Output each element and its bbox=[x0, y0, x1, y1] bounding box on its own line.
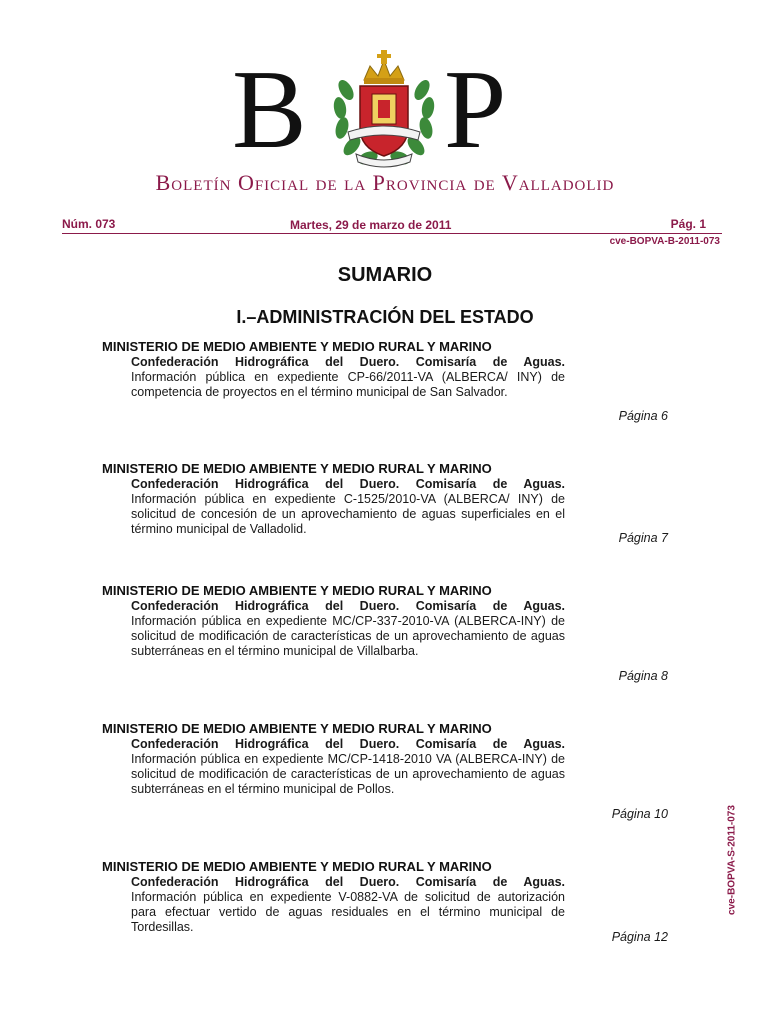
page-reference[interactable]: Página 10 bbox=[611, 807, 668, 821]
side-cve-code bbox=[722, 800, 742, 920]
valladolid-coat-of-arms-icon bbox=[328, 50, 440, 175]
ministry-heading: MINISTERIO DE MEDIO AMBIENTE Y MEDIO RURAL Y MARINO bbox=[102, 859, 492, 874]
cve-code: cve-BOPVA-B-2011-073 bbox=[609, 236, 720, 247]
summary-entry[interactable] bbox=[102, 461, 672, 545]
organism-name: Confederación Hidrográfica del Duero. Comisaría de Aguas. bbox=[131, 355, 565, 369]
header-divider bbox=[62, 233, 722, 234]
organism-name: Confederación Hidrográfica del Duero. Comisaría de Aguas. bbox=[131, 875, 565, 889]
bop-logo bbox=[0, 48, 770, 173]
ministry-heading: MINISTERIO DE MEDIO AMBIENTE Y MEDIO RURAL Y MARINO bbox=[102, 583, 492, 598]
page-reference[interactable]: Página 7 bbox=[618, 531, 668, 545]
page-reference[interactable]: Página 6 bbox=[618, 409, 668, 423]
summary-entry[interactable] bbox=[102, 859, 672, 944]
page-reference[interactable]: Página 8 bbox=[618, 669, 668, 683]
organism-name: Confederación Hidrográfica del Duero. Comisaría de Aguas. bbox=[131, 737, 565, 751]
organism-name: Confederación Hidrográfica del Duero. Comisaría de Aguas. bbox=[131, 599, 565, 613]
entry-description: Información pública en expediente CP-66/2011-VA (ALBERCA/ INY) de competencia de proyectos en el término municipal de San Salvador. bbox=[131, 370, 565, 399]
logo-letter-p: P bbox=[444, 48, 507, 172]
page-number: Pág. 1 bbox=[670, 217, 706, 231]
issue-number: Núm. 073 bbox=[62, 217, 116, 231]
entry-description: Información pública en expediente V-0882-VA de solicitud de autorización para efectuar vertido de aguas residuales en el término municipal de Tordesillas. bbox=[131, 890, 565, 934]
ministry-heading: MINISTERIO DE MEDIO AMBIENTE Y MEDIO RURAL Y MARINO bbox=[102, 339, 492, 354]
summary-entry[interactable] bbox=[102, 583, 672, 683]
summary-title: SUMARIO bbox=[337, 264, 433, 286]
summary-entry[interactable] bbox=[102, 721, 672, 821]
issue-info-row bbox=[62, 217, 722, 233]
summary-entry[interactable] bbox=[102, 339, 672, 423]
issue-date: Martes, 29 de marzo de 2011 bbox=[290, 218, 452, 232]
organism-name: Confederación Hidrográfica del Duero. Comisaría de Aguas. bbox=[131, 477, 565, 491]
bulletin-title: Boletín Oficial de la Provincia de Valladolid bbox=[155, 170, 615, 195]
ministry-heading: MINISTERIO DE MEDIO AMBIENTE Y MEDIO RURAL Y MARINO bbox=[102, 461, 492, 476]
side-cve-text: cve-BOPVA-S-2011-073 bbox=[726, 805, 738, 915]
entry-description: Información pública en expediente MC/CP-1418-2010 VA (ALBERCA-INY) de solicitud de modificación de características de un aprovechamiento de aguas subterráneas en el término municipal de Pollos. bbox=[131, 752, 565, 796]
entry-description: Información pública en expediente C-1525/2010-VA (ALBERCA/ INY) de solicitud de concesión de un aprovechamiento de aguas superficiales en el término municipal de Valladolid. bbox=[131, 492, 565, 536]
page-reference[interactable]: Página 12 bbox=[611, 930, 668, 944]
ministry-heading: MINISTERIO DE MEDIO AMBIENTE Y MEDIO RURAL Y MARINO bbox=[102, 721, 492, 736]
section-title: I.–ADMINISTRACIÓN DEL ESTADO bbox=[236, 307, 534, 327]
entry-description: Información pública en expediente MC/CP-337-2010-VA (ALBERCA-INY) de solicitud de modificación de características de un aprovechamiento de aguas subterráneas en el término municipal de Villalbarba. bbox=[131, 614, 565, 658]
logo-letter-b: B bbox=[232, 48, 307, 172]
